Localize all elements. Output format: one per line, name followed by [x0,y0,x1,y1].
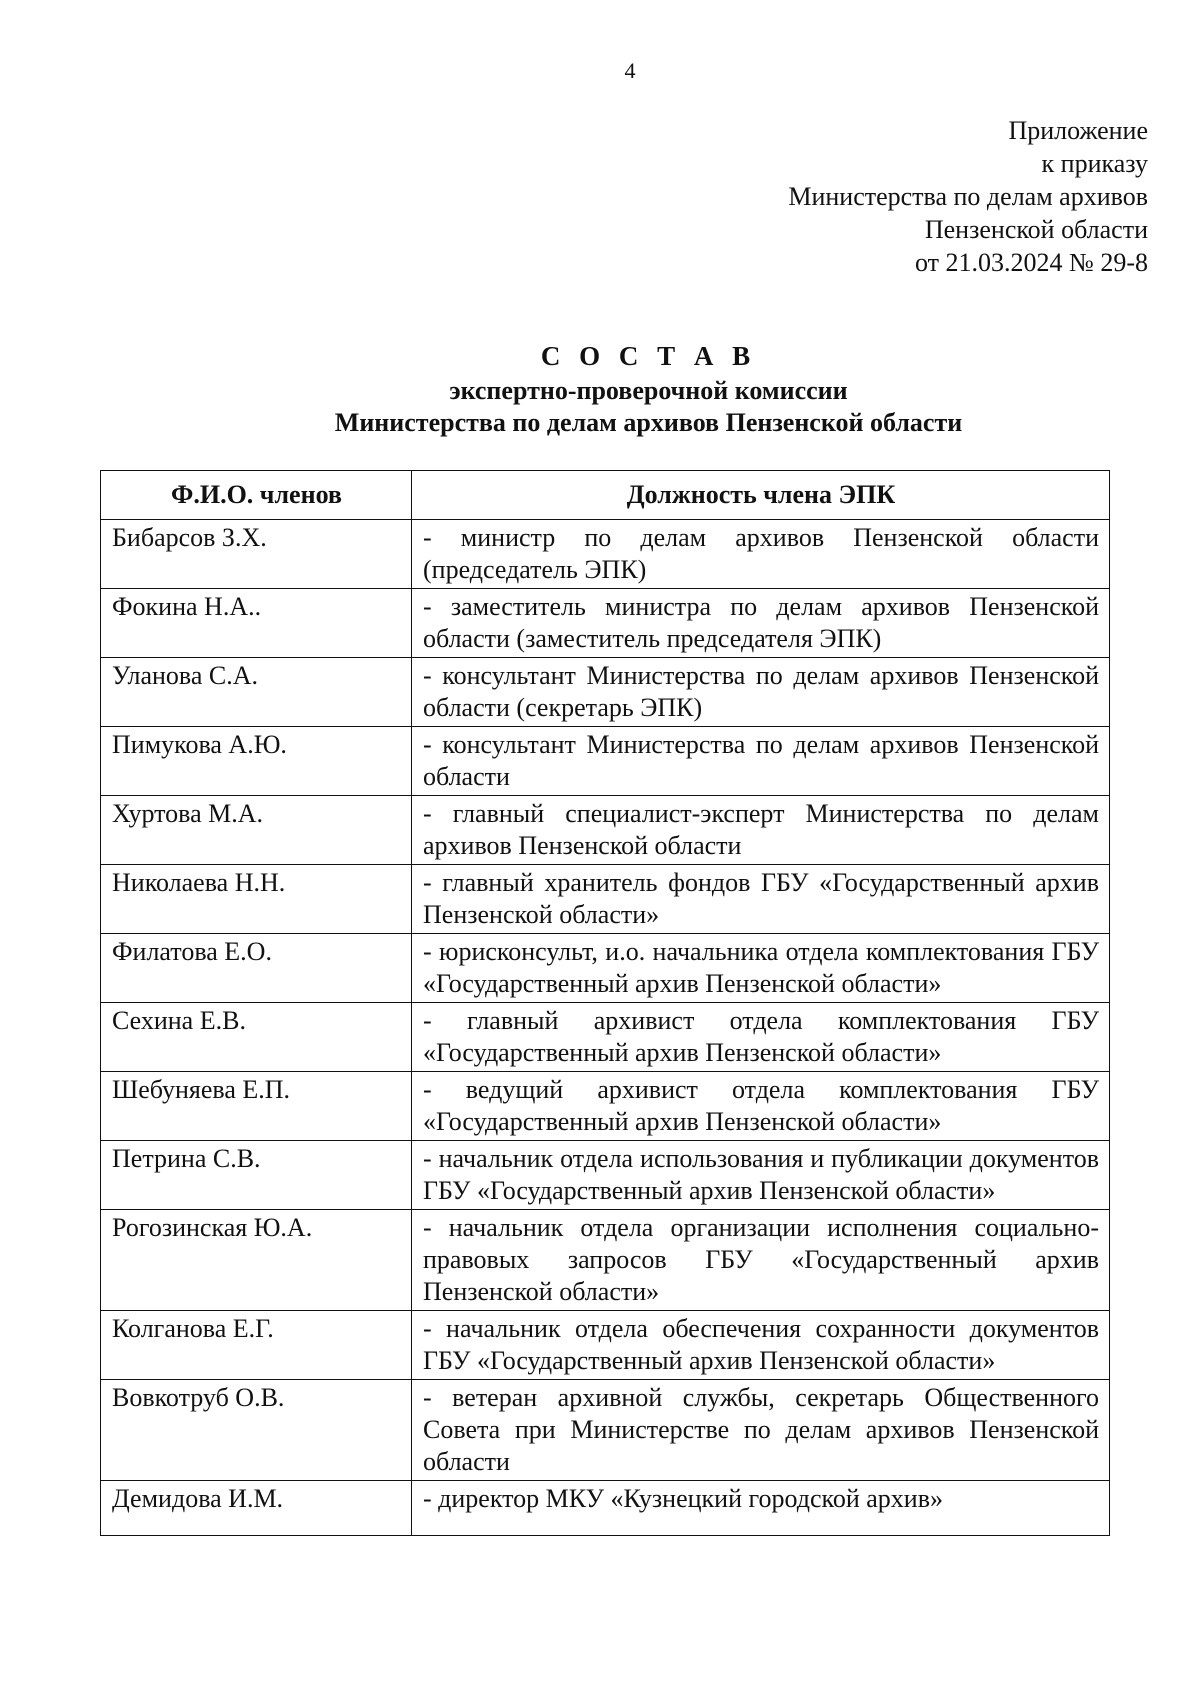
table-row [101,934,1110,1003]
member-name: Вовкотруб О.В. [101,1380,412,1481]
table-row [101,1210,1110,1311]
title-subtitle: экспертно-проверочной комиссии [449,376,848,405]
member-position: - директор МКУ «Кузнецкий городской архив» [412,1481,1110,1536]
member-position: - начальник отдела организации исполнения социально-правовых запросов ГБУ «Государственный архив Пензенской области» [412,1210,1110,1311]
member-position: - министр по делам архивов Пензенской области (председатель ЭПК) [412,520,1110,589]
document-title [97,340,1200,439]
member-name: Петрина С.В. [101,1141,412,1210]
appendix-line: Приложение [1008,116,1148,145]
table-row [101,796,1110,865]
member-position: - главный архивист отдела комплектования ГБУ «Государственный архив Пензенской области» [412,1003,1110,1072]
member-name: Бибарсов З.Х. [101,520,412,589]
member-position: - начальник отдела использования и публикации документов ГБУ «Государственный архив Пензенской области» [412,1141,1110,1210]
member-position: - консультант Министерства по делам архивов Пензенской области [412,727,1110,796]
member-position: - заместитель министра по делам архивов Пензенской области (заместитель председателя ЭПК) [412,589,1110,658]
table-row [101,1380,1110,1481]
member-name: Сехина Е.В. [101,1003,412,1072]
table-row [101,1141,1110,1210]
table-row [101,1003,1110,1072]
member-position: - главный специалист-эксперт Министерства по делам архивов Пензенской области [412,796,1110,865]
header-name: Ф.И.О. членов [101,471,412,520]
appendix-order-date: от 21.03.2024 № 29-8 [915,248,1148,277]
member-name: Фокина Н.А.. [101,589,412,658]
table-row [101,1311,1110,1380]
members-table [100,470,1110,1536]
member-position: - ветеран архивной службы, секретарь Общественного Совета при Министерстве по делам архивов Пензенской области [412,1380,1110,1481]
member-name: Уланова С.А. [101,658,412,727]
table-row [101,1072,1110,1141]
header-position: Должность члена ЭПК [412,471,1110,520]
member-name: Рогозинская Ю.А. [101,1210,412,1311]
member-name: Колганова Е.Г. [101,1311,412,1380]
table-row [101,589,1110,658]
appendix-line: Министерства по делам архивов [788,182,1148,211]
member-name: Филатова Е.О. [101,934,412,1003]
member-name: Николаева Н.Н. [101,865,412,934]
table-row [101,520,1110,589]
table-header-row [101,471,1110,520]
page-number: 4 [624,58,636,83]
title-main: С О С Т А В [540,341,757,371]
table-row [101,727,1110,796]
table-row [101,865,1110,934]
member-name: Шебуняева Е.П. [101,1072,412,1141]
appendix-line: к приказу [1041,149,1148,178]
member-position: - начальник отдела обеспечения сохранности документов ГБУ «Государственный архив Пензенской области» [412,1311,1110,1380]
member-name: Пимукова А.Ю. [101,727,412,796]
title-subtitle: Министерства по делам архивов Пензенской области [334,408,963,437]
member-position: - ведущий архивист отдела комплектования ГБУ «Государственный архив Пензенской области» [412,1072,1110,1141]
table-row [101,1481,1110,1536]
member-position: - юрисконсульт, и.о. начальника отдела комплектования ГБУ «Государственный архив Пензенской области» [412,934,1110,1003]
appendix-line: Пензенской области [924,215,1148,244]
appendix-block [548,114,1148,279]
member-name: Хуртова М.А. [101,796,412,865]
member-position: - главный хранитель фондов ГБУ «Государственный архив Пензенской области» [412,865,1110,934]
member-position: - консультант Министерства по делам архивов Пензенской области (секретарь ЭПК) [412,658,1110,727]
member-name: Демидова И.М. [101,1481,412,1536]
table-row [101,658,1110,727]
